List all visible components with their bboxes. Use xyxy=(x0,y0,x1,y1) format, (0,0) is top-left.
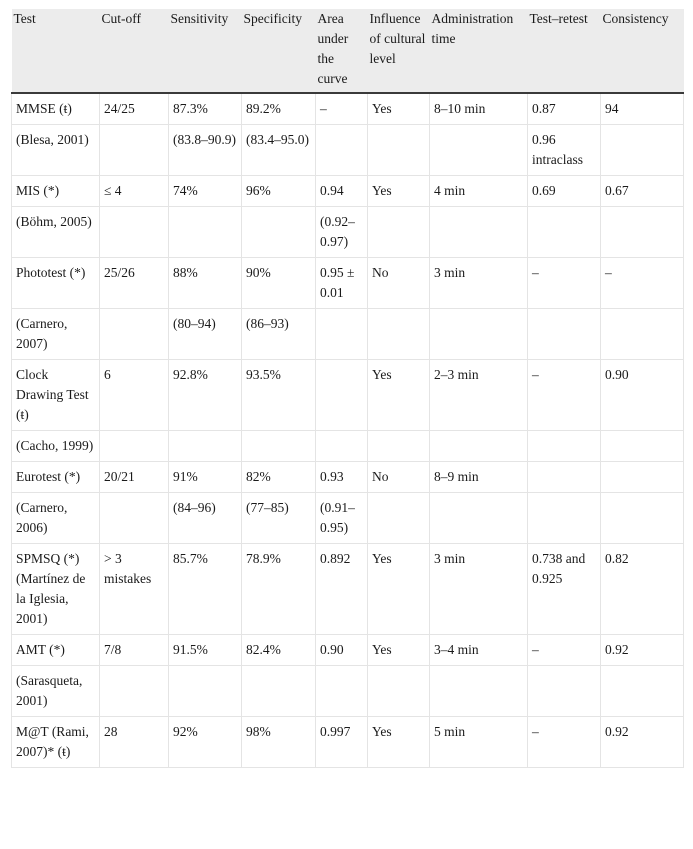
cell-cut-off xyxy=(100,309,169,360)
table-row xyxy=(12,431,684,462)
table-row xyxy=(12,493,684,544)
cell-cultural-influence xyxy=(368,125,430,176)
cell-administration-time: 3–4 min xyxy=(430,635,528,666)
cell-specificity xyxy=(242,431,316,462)
cell-test: (Carnero, 2006) xyxy=(12,493,100,544)
cell-area-under-curve xyxy=(316,309,368,360)
table-row xyxy=(12,207,684,258)
header-sensitivity: Sensitivity xyxy=(169,9,242,93)
cell-specificity: (77–85) xyxy=(242,493,316,544)
cell-test: MIS (*) xyxy=(12,176,100,207)
cell-sensitivity: (83.8–90.9) xyxy=(169,125,242,176)
cell-area-under-curve: 0.997 xyxy=(316,717,368,768)
cell-test-retest xyxy=(528,666,601,717)
cell-administration-time: 8–9 min xyxy=(430,462,528,493)
cell-test-retest xyxy=(528,462,601,493)
cell-consistency: – xyxy=(601,258,684,309)
header-area-under-curve: Area under the curve xyxy=(316,9,368,93)
cell-test: Eurotest (*) xyxy=(12,462,100,493)
cell-sensitivity: 88% xyxy=(169,258,242,309)
cell-administration-time xyxy=(430,125,528,176)
cell-test: M@T (Rami, 2007)* (ŧ) xyxy=(12,717,100,768)
cell-consistency xyxy=(601,666,684,717)
table-row xyxy=(12,462,684,493)
cell-cultural-influence xyxy=(368,666,430,717)
cell-consistency xyxy=(601,493,684,544)
cell-test-retest xyxy=(528,309,601,360)
cell-sensitivity: (84–96) xyxy=(169,493,242,544)
header-consistency: Consistency xyxy=(601,9,684,93)
header-test: Test xyxy=(12,9,100,93)
cell-consistency: 0.67 xyxy=(601,176,684,207)
cell-test: SPMSQ (*) (Martínez de la Iglesia, 2001) xyxy=(12,544,100,635)
cell-specificity: 82.4% xyxy=(242,635,316,666)
table-row xyxy=(12,309,684,360)
cell-cultural-influence: Yes xyxy=(368,360,430,431)
cell-cultural-influence xyxy=(368,309,430,360)
cell-sensitivity: 87.3% xyxy=(169,93,242,125)
cell-cultural-influence: No xyxy=(368,462,430,493)
cell-sensitivity: 92% xyxy=(169,717,242,768)
screening-tests-table xyxy=(11,9,684,768)
cell-area-under-curve xyxy=(316,666,368,717)
cell-area-under-curve xyxy=(316,431,368,462)
table-row xyxy=(12,176,684,207)
cell-area-under-curve: 0.93 xyxy=(316,462,368,493)
cell-sensitivity: 85.7% xyxy=(169,544,242,635)
cell-administration-time: 3 min xyxy=(430,258,528,309)
cell-cut-off xyxy=(100,431,169,462)
header-cultural-influence: Influence of cultural level xyxy=(368,9,430,93)
cell-specificity xyxy=(242,207,316,258)
cell-cultural-influence xyxy=(368,207,430,258)
table-row xyxy=(12,635,684,666)
cell-administration-time xyxy=(430,207,528,258)
cell-administration-time xyxy=(430,431,528,462)
cell-administration-time xyxy=(430,666,528,717)
cell-consistency xyxy=(601,125,684,176)
cell-cultural-influence: Yes xyxy=(368,635,430,666)
cell-cut-off: 24/25 xyxy=(100,93,169,125)
cell-test-retest: 0.69 xyxy=(528,176,601,207)
cell-cut-off xyxy=(100,493,169,544)
cell-sensitivity xyxy=(169,666,242,717)
cell-consistency: 94 xyxy=(601,93,684,125)
cell-area-under-curve: 0.94 xyxy=(316,176,368,207)
header-administration-time: Administration time xyxy=(430,9,528,93)
table-row xyxy=(12,360,684,431)
cell-cultural-influence xyxy=(368,493,430,544)
cell-specificity: 78.9% xyxy=(242,544,316,635)
cell-test: (Blesa, 2001) xyxy=(12,125,100,176)
cell-test-retest: 0.96 intraclass xyxy=(528,125,601,176)
cell-administration-time: 3 min xyxy=(430,544,528,635)
cell-consistency xyxy=(601,462,684,493)
cell-test-retest: 0.87 xyxy=(528,93,601,125)
cell-specificity: (83.4–95.0) xyxy=(242,125,316,176)
cell-specificity: 90% xyxy=(242,258,316,309)
cell-test: (Carnero, 2007) xyxy=(12,309,100,360)
cell-cultural-influence: Yes xyxy=(368,544,430,635)
cell-cut-off: ≤ 4 xyxy=(100,176,169,207)
header-specificity: Specificity xyxy=(242,9,316,93)
cell-area-under-curve: 0.892 xyxy=(316,544,368,635)
cell-test: Clock Drawing Test (ŧ) xyxy=(12,360,100,431)
cell-consistency: 0.82 xyxy=(601,544,684,635)
cell-test-retest xyxy=(528,207,601,258)
header-row xyxy=(12,9,684,93)
cell-cultural-influence xyxy=(368,431,430,462)
cell-area-under-curve xyxy=(316,125,368,176)
cell-consistency xyxy=(601,309,684,360)
cell-test: Phototest (*) xyxy=(12,258,100,309)
cell-sensitivity: 74% xyxy=(169,176,242,207)
cell-test-retest: – xyxy=(528,360,601,431)
cell-administration-time: 2–3 min xyxy=(430,360,528,431)
cell-specificity: 93.5% xyxy=(242,360,316,431)
cell-consistency: 0.92 xyxy=(601,635,684,666)
cell-administration-time xyxy=(430,309,528,360)
cell-area-under-curve xyxy=(316,360,368,431)
table-row xyxy=(12,544,684,635)
cell-cultural-influence: Yes xyxy=(368,93,430,125)
cell-administration-time xyxy=(430,493,528,544)
cell-sensitivity xyxy=(169,207,242,258)
table-header xyxy=(12,9,684,93)
cell-specificity xyxy=(242,666,316,717)
cell-cut-off: 25/26 xyxy=(100,258,169,309)
cell-cut-off: 28 xyxy=(100,717,169,768)
table-row xyxy=(12,717,684,768)
cell-cut-off: 20/21 xyxy=(100,462,169,493)
cell-administration-time: 8–10 min xyxy=(430,93,528,125)
cell-consistency: 0.92 xyxy=(601,717,684,768)
cell-area-under-curve: (0.92–0.97) xyxy=(316,207,368,258)
table-row xyxy=(12,125,684,176)
cell-consistency: 0.90 xyxy=(601,360,684,431)
cell-sensitivity xyxy=(169,431,242,462)
cell-test-retest xyxy=(528,493,601,544)
cell-administration-time: 5 min xyxy=(430,717,528,768)
cell-cut-off: 7/8 xyxy=(100,635,169,666)
cell-test: AMT (*) xyxy=(12,635,100,666)
cell-specificity: 96% xyxy=(242,176,316,207)
cell-cut-off: 6 xyxy=(100,360,169,431)
cell-test: (Cacho, 1999) xyxy=(12,431,100,462)
table-row xyxy=(12,666,684,717)
cell-test-retest: 0.738 and 0.925 xyxy=(528,544,601,635)
cell-area-under-curve: 0.90 xyxy=(316,635,368,666)
cell-cultural-influence: Yes xyxy=(368,717,430,768)
cell-specificity: 98% xyxy=(242,717,316,768)
table-row xyxy=(12,258,684,309)
cell-cut-off xyxy=(100,666,169,717)
cell-administration-time: 4 min xyxy=(430,176,528,207)
cell-consistency xyxy=(601,431,684,462)
cell-test: (Böhm, 2005) xyxy=(12,207,100,258)
cell-area-under-curve: (0.91–0.95) xyxy=(316,493,368,544)
cell-cut-off xyxy=(100,125,169,176)
cell-test-retest: – xyxy=(528,258,601,309)
cell-sensitivity: 91.5% xyxy=(169,635,242,666)
cell-test-retest xyxy=(528,431,601,462)
cell-specificity: 82% xyxy=(242,462,316,493)
header-test-retest: Test–retest xyxy=(528,9,601,93)
cell-test: MMSE (ŧ) xyxy=(12,93,100,125)
cell-cultural-influence: Yes xyxy=(368,176,430,207)
cell-sensitivity: 92.8% xyxy=(169,360,242,431)
table-body xyxy=(12,93,684,768)
cell-consistency xyxy=(601,207,684,258)
cell-specificity: (86–93) xyxy=(242,309,316,360)
cell-sensitivity: (80–94) xyxy=(169,309,242,360)
cell-test: (Sarasqueta, 2001) xyxy=(12,666,100,717)
cell-cut-off: > 3 mistakes xyxy=(100,544,169,635)
cell-test-retest: – xyxy=(528,635,601,666)
cell-cut-off xyxy=(100,207,169,258)
table-row xyxy=(12,93,684,125)
cell-cultural-influence: No xyxy=(368,258,430,309)
header-cut-off: Cut-off xyxy=(100,9,169,93)
cell-specificity: 89.2% xyxy=(242,93,316,125)
screening-tests-table-container xyxy=(11,9,683,768)
cell-test-retest: – xyxy=(528,717,601,768)
cell-area-under-curve: – xyxy=(316,93,368,125)
cell-area-under-curve: 0.95 ± 0.01 xyxy=(316,258,368,309)
cell-sensitivity: 91% xyxy=(169,462,242,493)
